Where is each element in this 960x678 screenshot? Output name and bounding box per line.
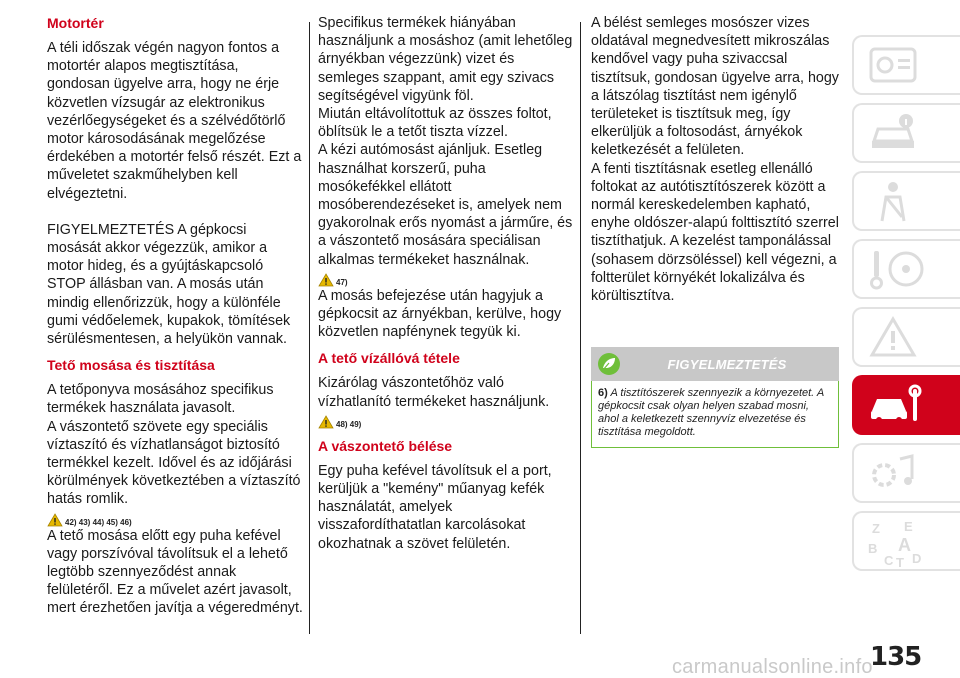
- tab-multimedia[interactable]: [852, 443, 960, 503]
- paragraph-vizhatlanito: Kizárólag vászontetőhöz való vízhatlanító termékeket használjunk.: [318, 375, 550, 410]
- warning-triangle-icon: [318, 273, 334, 287]
- car-info-icon: [868, 111, 918, 155]
- warning-box-body: [591, 381, 839, 448]
- dashboard-icon: [868, 43, 918, 87]
- warning-road-icon: [868, 315, 918, 359]
- tab-safety[interactable]: [852, 171, 960, 231]
- tab-car-info[interactable]: [852, 103, 960, 163]
- column-3: [591, 14, 841, 448]
- warning-reference[interactable]: [318, 273, 576, 287]
- paragraph-teto-2: A vászontető szövete egy speciális víztaszító és vízhatlanságot biztosító termékkel kezelt. Idővel és az időjárási körülmények következtében a víztaszító hatás romlik.: [47, 418, 301, 508]
- tab-maintenance[interactable]: [852, 375, 960, 435]
- environment-leaf-icon: [597, 352, 621, 376]
- paragraph-arnyek: A mosás befejezése után hagyjuk a gépkocsit az árnyékban, kerülve, hogy közvetlen napfénynek tegyük ki.: [318, 287, 562, 341]
- heading-vizallo: A tető vízállóvá tétele: [318, 350, 460, 367]
- reference-numbers: 47): [336, 277, 348, 287]
- paragraph-foltok-tisztitas: A fenti tisztításnak esetleg ellenálló foltokat az autótisztítószerek között a normál kereskedelemben kapható, enyhe oldószer-alapú folttisztító szerrel tisztíthatjuk. A kezelést tamponálással (sohasem dörzsöléssel) kell végezni, a foltterület környékét lokalizálva és körültisztítva.: [591, 160, 839, 305]
- car-maintenance-icon: [868, 383, 928, 427]
- svg-text:Z: Z: [872, 521, 880, 536]
- heading-motorter: Motortér: [47, 15, 104, 31]
- column-divider-2: [580, 22, 581, 634]
- paragraph-foltok: Miután eltávolítottuk az összes foltot, öblítsük le a tetőt tiszta vízzel.: [318, 106, 552, 141]
- svg-text:A: A: [898, 535, 911, 555]
- tab-dashboard[interactable]: [852, 35, 960, 95]
- seatbelt-icon: [868, 179, 918, 223]
- svg-text:D: D: [912, 551, 922, 566]
- warning-number: 6): [598, 387, 608, 400]
- heading-teto-mosasa: Tető mosása és tisztítása: [47, 357, 215, 374]
- paragraph-teto-3: A tető mosása előtt egy puha kefével vagy porszívóval távolítsuk el a lehető legtöbb szennyeződést annak felületéről. Ez a művelet azért javasolt, mert érezhetően javítja a végeredményt.: [47, 527, 303, 617]
- tab-emergency[interactable]: [852, 307, 960, 367]
- reference-numbers: 48) 49): [336, 419, 362, 429]
- paragraph-teto-1: A tetőponyva mosásához specifikus termékek használata javasolt.: [47, 382, 274, 417]
- heading-beles: A vászontető bélése: [318, 437, 453, 454]
- paragraph-specifikus: Specifikus termékek hiányában használjunk a mosáshoz (amit lehetőleg árnyékban végezzünk) vizet és semleges szappant, amit egy szivacs segítségével vigyünk föl.: [318, 15, 573, 104]
- svg-text:C: C: [884, 553, 894, 568]
- warning-box: [591, 347, 839, 448]
- settings-music-icon: [868, 451, 918, 495]
- svg-text:B: B: [868, 541, 878, 556]
- tab-index[interactable]: [852, 511, 960, 571]
- warning-text: A tisztítószerek szennyezik a környezetet. A gépkocsit csak olyan helyen szabad mosni, ahol a keletkezett szennyvíz elvezetése és tisztítása megoldott.: [598, 387, 824, 439]
- warning-triangle-icon: [47, 513, 63, 527]
- paragraph-motorter: A téli időszak végén nagyon fontos a motortér alapos megtisztítása, gondosan ügyelve arra, hogy ne érje közvetlen vízsugár az elektronikus vezérlőegységeket és a szélvédőtörlő motor károsodásának megelőzése érdekében a motortér felső részét. Ezt a műveletet szakműhelyben kell elvégeztetni.: [47, 40, 302, 202]
- wrench-steering-icon: [868, 247, 928, 291]
- page-number: 135: [870, 642, 922, 672]
- column-divider-1: [309, 22, 310, 634]
- paragraph-beles-tisztitas: A bélést semleges mosószer vizes oldatával megnedvesített mikroszálas kendővel vagy puha szivaccsal tisztítsuk, gondosan ügyelve arra, hogy a látszólag tisztítást nem igénylő területeket is tisztítsuk meg, így elkerüljük a foltosodást, árnyékok keletkezését a felületen.: [591, 15, 839, 159]
- warning-reference[interactable]: [318, 415, 576, 429]
- warning-reference[interactable]: [47, 513, 303, 527]
- paragraph-beles: Egy puha kefével távolítsuk el a port, kerüljük a "kemény" műanyag kefék használatát, amelyek visszafordíthatatlan karcolásokat okozhatnak a szövet felületén.: [318, 462, 552, 552]
- column-1: [47, 14, 303, 618]
- column-2: [318, 14, 576, 553]
- paragraph-kezi-mosas: A kézi autómosást ajánljuk. Esetleg használhat korszerű, puha mosókefékkel ellátott mosóberendezéseket is, amelyek nem gyakorolnak erős nyomást a járműre, és a vászontető mosására speciálisan alkalmas termékeket használnak.: [318, 142, 573, 268]
- warning-triangle-icon: [318, 415, 334, 429]
- svg-text:T: T: [896, 555, 904, 569]
- reference-numbers: 42) 43) 44) 45) 46): [65, 517, 132, 527]
- tab-starting-driving[interactable]: [852, 239, 960, 299]
- warning-box-title: FIGYELMEZTETÉS: [667, 356, 787, 372]
- paragraph-warning: FIGYELMEZTETÉS A gépkocsi mosását akkor végezzük, amikor a motor hideg, és a gyújtáskapcsoló STOP állásban van. A mosás után mindig ellenőrizzük, hogy a különféle gumi védőelemek, kupakok, tömítések sérülésmentesen, a helyükön vannak.: [47, 221, 291, 348]
- svg-text:E: E: [904, 519, 913, 534]
- watermark: carmanualsonline.info: [672, 656, 873, 678]
- alphabet-index-icon: [868, 519, 928, 569]
- warning-box-header: [591, 347, 839, 381]
